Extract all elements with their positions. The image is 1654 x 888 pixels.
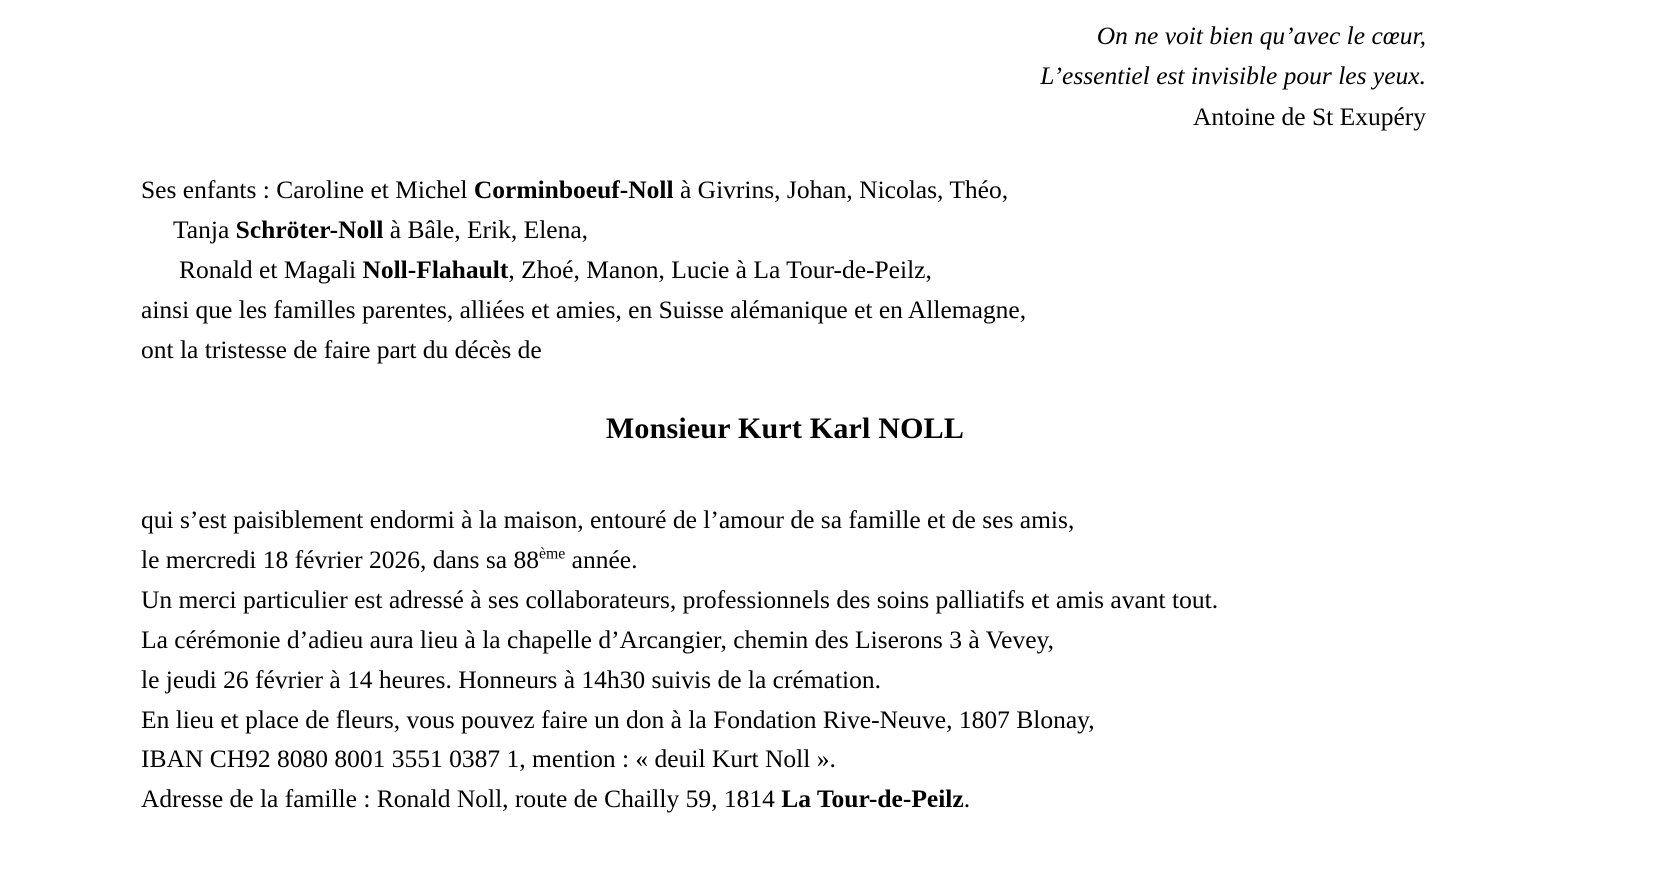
announcement-line-4: La cérémonie d’adieu aura lieu à la chapelle d’Arcangier, chemin des Liserons 3 à Vevey, xyxy=(141,624,1055,654)
family-line-5: ont la tristesse de faire part du décès de xyxy=(141,334,542,364)
deceased-name-block xyxy=(0,412,1570,446)
announcement-line-5: le jeudi 26 février à 14 heures. Honneurs à 14h30 suivis de la crémation. xyxy=(141,664,881,694)
announcement-line-3: Un merci particulier est adressé à ses collaborateurs, professionnels des soins palliatifs et amis avant tout. xyxy=(141,584,1219,614)
family-line-2-prefix: Tanja xyxy=(173,214,236,244)
family-line-2-name: Schröter-Noll xyxy=(235,214,384,244)
family-line-3-suffix: , Zhoé, Manon, Lucie à La Tour-de-Peilz, xyxy=(508,254,932,284)
quote-author: Antoine de St Exupéry xyxy=(1193,101,1426,131)
quote-line-1: On ne voit bien qu’avec le cœur, xyxy=(1096,21,1426,50)
family-line-2 xyxy=(141,210,1521,250)
family-address-suffix: . xyxy=(963,784,971,814)
family-line-2-suffix: à Bâle, Erik, Elena, xyxy=(383,214,589,244)
announcement-line-2-prefix: le mercredi 18 février 2026, dans sa 88 xyxy=(141,544,539,574)
family-address-prefix: Adresse de la famille : Ronald Noll, route de Chailly 59, 1814 xyxy=(141,784,782,814)
family-address-city: La Tour-de-Peilz xyxy=(781,784,964,814)
announcement-block xyxy=(141,500,1561,819)
family-line-3-name: Noll-Flahault xyxy=(362,254,509,284)
family-line-1 xyxy=(141,170,1521,210)
family-line-1-name: Corminboeuf-Noll xyxy=(473,175,674,204)
announcement-line-7: IBAN CH92 8080 8001 3551 0387 1, mention : « deuil Kurt Noll ». xyxy=(141,744,836,774)
family-intro-block xyxy=(141,170,1521,370)
announcement-line-8 xyxy=(141,779,1561,819)
announcement-line-2-suffix: année. xyxy=(565,544,638,574)
announcement-line-2 xyxy=(141,540,1561,580)
quote-line-2: L’essentiel est invisible pour les yeux. xyxy=(1040,61,1426,91)
family-line-4: ainsi que les familles parentes, alliées et amies, en Suisse alémanique et en Allemagne, xyxy=(141,294,1027,324)
family-line-3 xyxy=(141,250,1521,290)
family-line-1-prefix: Ses enfants : Caroline et Michel xyxy=(141,175,474,204)
quotation-block xyxy=(1040,16,1426,137)
announcement-line-1: qui s’est paisiblement endormi à la maison, entouré de l’amour de sa famille et de ses amis, xyxy=(141,505,1075,534)
ordinal-suffix: ème xyxy=(538,545,566,563)
announcement-line-6: En lieu et place de fleurs, vous pouvez faire un don à la Fondation Rive-Neuve, 1807 Blonay, xyxy=(141,704,1095,734)
deceased-name: Monsieur Kurt Karl NOLL xyxy=(605,412,965,445)
family-line-3-prefix: Ronald et Magali xyxy=(179,254,363,284)
family-line-1-suffix: à Givrins, Johan, Nicolas, Théo, xyxy=(673,175,1009,204)
